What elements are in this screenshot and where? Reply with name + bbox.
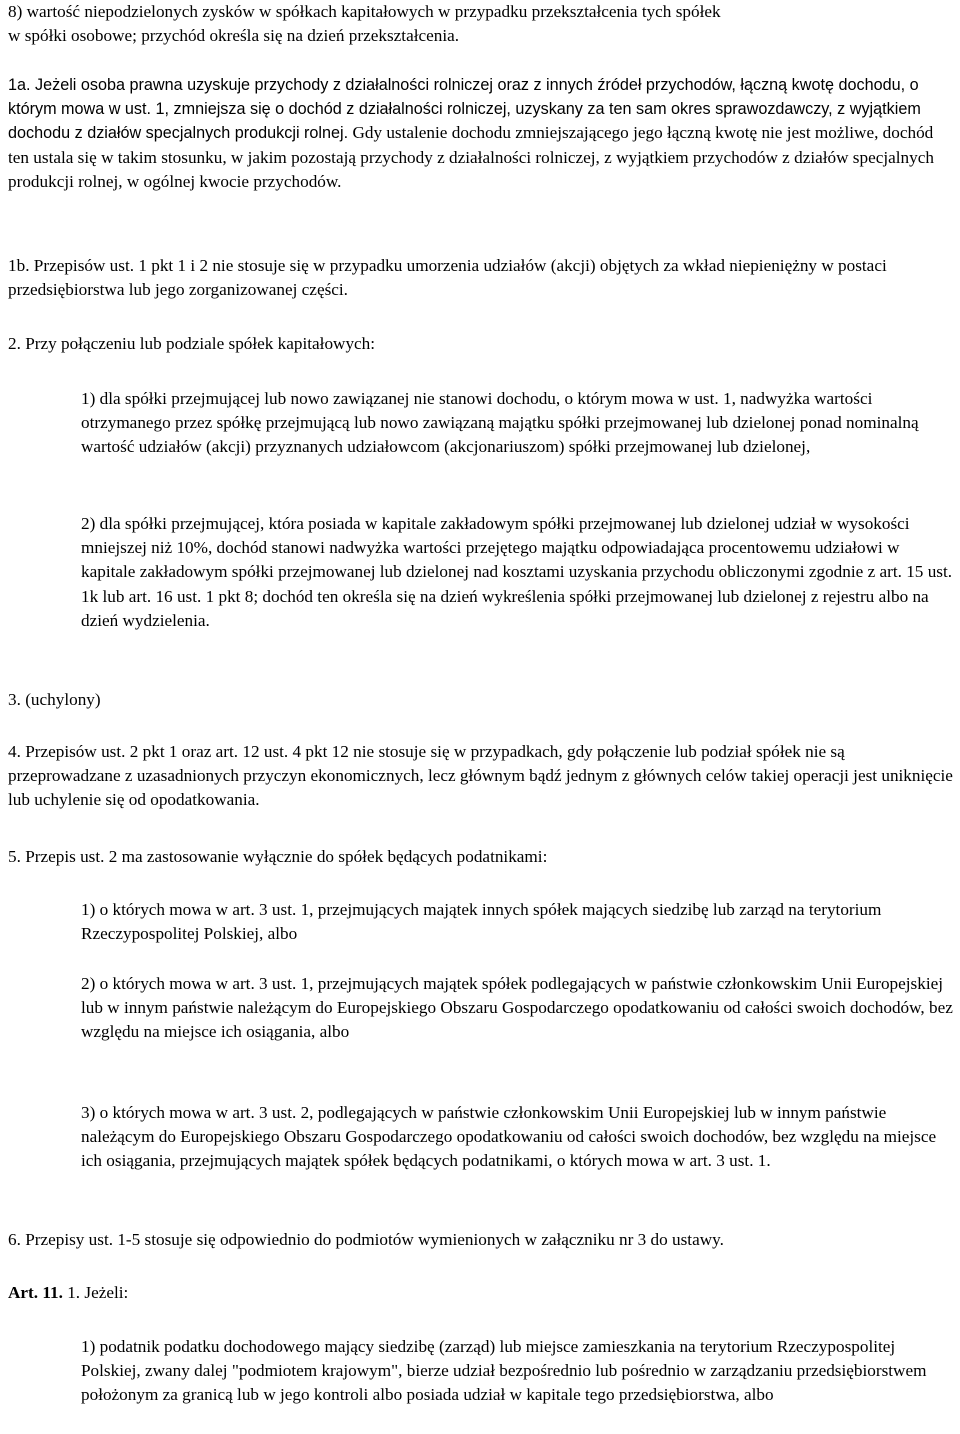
- paragraph-4: 4. Przepisów ust. 2 pkt 1 oraz art. 12 ust. 4 pkt 12 nie stosuje się w przypadkach, gdy połączenie lub podział spółek nie są przeprowadzane z uzasadnionych przyczyn ekonomicznych, lecz głównym bądź jednym z głównych celów takiej operacji jest uniknięcie lub uchylenie się od opodatkowania.: [8, 742, 953, 810]
- article-11-label: Art. 11.: [8, 1283, 63, 1302]
- paragraph-5-item-1: 1) o których mowa w art. 3 ust. 1, przejmujących majątek innych spółek mających siedzibę lub zarząd na terytorium Rzeczypospolitej Polskiej, albo: [81, 900, 882, 944]
- paragraph-5-item-2: 2) o których mowa w art. 3 ust. 1, przejmujących majątek spółek podlegających w państwie członkowskim Unii Europejskiej lub w innym państwie należącym do Europejskiego Obszaru Gospodarczego opodatkowaniu od całości swoich dochodów, bez względu na miejsce ich osiągania, albo: [81, 974, 953, 1042]
- paragraph-6: 6. Przepisy ust. 1-5 stosuje się odpowiednio do podmiotów wymienionych w załączniku nr 3 do ustawy.: [8, 1230, 724, 1249]
- paragraph-3: 3. (uchylony): [8, 690, 101, 709]
- paragraph-1a: [8, 73, 954, 194]
- article-11-heading: [8, 1281, 954, 1305]
- paragraph-8-line-2: w spółki osobowe; przychód określa się na dzień przekształcenia.: [8, 26, 460, 46]
- article-11-intro: 1. Jeżeli:: [62, 1283, 129, 1302]
- paragraph-1b: 1b. Przepisów ust. 1 pkt 1 i 2 nie stosuje się w przypadku umorzenia udziałów (akcji) objętych za wkład niepieniężny w postaci przedsiębiorstwa lub jego zorganizowanej części.: [8, 256, 887, 300]
- paragraph-2-item-1: 1) dla spółki przejmującej lub nowo zawiązanej nie stanowi dochodu, o którym mowa w ust. 1, nadwyżka wartości otrzymanego przez spółkę przejmującą lub nowo zawiązaną majątku spółki przejmowanej lub dzielonej ponad nominalną wartość udziałów (akcji) przyznanych udziałowcom (akcjonariuszom) spółki przejmowanej lub dzielonej,: [81, 389, 919, 457]
- paragraph-5-item-3: 3) o których mowa w art. 3 ust. 2, podlegających w państwie członkowskim Unii Europejskiej lub w innym państwie należącym do Europejskiego Obszaru Gospodarczego opodatkowaniu od całości swoich dochodów, bez względu na miejsce ich osiągania, przejmujących majątek spółek będących podatnikami, o których mowa w art. 3 ust. 1.: [81, 1103, 937, 1171]
- paragraph-1a-continuation: Gdy ustalenie dochodu zmniejszającego jego łączną kwotę nie jest możliwe, dochód ten ustala się w takim stosunku, w jakim pozostają przychody z działalności rolniczej, z wyjątkiem przychodów z działów specjalnych produkcji rolnej, w ogólnej kwocie przychodów.: [8, 123, 934, 191]
- article-11-item-1: 1) podatnik podatku dochodowego mający siedzibę (zarząd) lub miejsce zamieszkania na terytorium Rzeczypospolitej Polskiej, zwany dalej "podmiotem krajowym", bierze udział bezpośrednio lub pośrednio w zarządzaniu przedsiębiorstwem położonym za granicą lub w jego kontroli albo posiada udział w kapitale tego przedsiębiorstwa, albo: [81, 1337, 927, 1405]
- paragraph-2-intro: 2. Przy połączeniu lub podziale spółek kapitałowych:: [8, 334, 376, 353]
- paragraph-5-intro: 5. Przepis ust. 2 ma zastosowanie wyłącznie do spółek będących podatnikami:: [8, 847, 548, 866]
- paragraph-2-item-2: 2) dla spółki przejmującej, która posiada w kapitale zakładowym spółki przejmowanej lub dzielonej udział w wysokości mniejszej niż 10%, dochód stanowi nadwyżka wartości przejętego majątku odpowiadająca procentowemu udziałowi w kapitale zakładowym spółki przejmowanej lub dzielonej nad kosztami uzyskania przychodu obliczonymi zgodnie z art. 15 ust. 1k lub art. 16 ust. 1 pkt 8; dochód ten określa się na dzień wykreślenia spółki przejmowanej lub dzielonej z rejestru albo na dzień wydzielenia.: [81, 514, 953, 630]
- paragraph-8: [8, 0, 954, 48]
- paragraph-8-line-1: 8) wartość niepodzielonych zysków w spółkach kapitałowych w przypadku przekształcenia tych spółek: [8, 2, 721, 21]
- paragraph-1a-text: 1a. Jeżeli osoba prawna uzyskuje przychody z działalności rolniczej oraz z innych źródeł przychodów, łączną kwotę dochodu, o którym mowa w ust. 1, zmniejsza się o dochód z działalności rolniczej, uzyskany za ten sam okres sprawozdawczy, z wyjątkiem dochodu z działów specjalnych produkcji rolnej.: [8, 76, 921, 143]
